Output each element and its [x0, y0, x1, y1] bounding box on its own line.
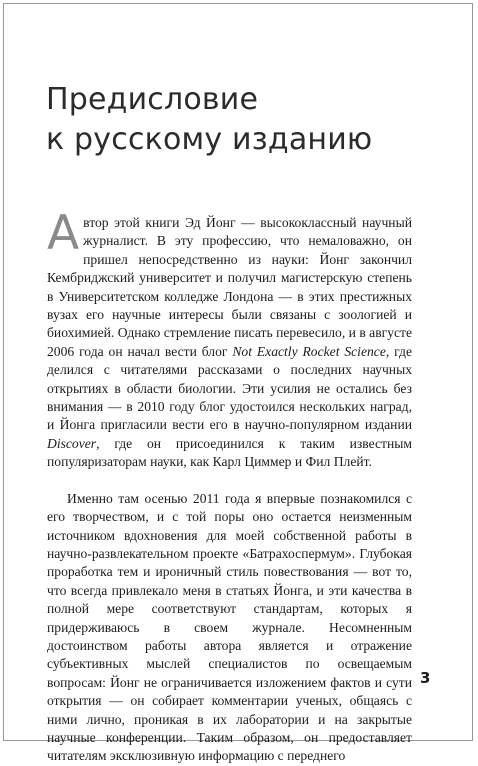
paragraph-1-text-2: , где делился с читателями рассказами о последних научных открытиях в области биологии. Эти усилия не остались без внимания — в 2010 году блог удостоился нескольких наград, и Йонга пригласили вести его в научно-популярном издании: [47, 343, 412, 433]
paragraph-2: Именно там осенью 2011 года я впервые познакомился с его творчеством, и с той поры оно остается неизменным источником вдохновения для моей собственной работы в научно-развлекательном проекте «Батрахоспермум». Глубокая проработка тем и ироничный стиль повествования — вот то, что всегда привлекало меня в статьях Йонга, и эти качества в полной мере соответствуют стандартам, которых я придерживаюсь в своем журнале. Несомненным достоинством работы автора является и отражение субъективных мыслей специалистов по освещаемым вопросам: Йонг не ограничивается изложением фактов и сути открытия — он собирает комментарии ученых, общаясь с ними лично, проникая в их лаборатории и на закрытые научные конференции. Таким образом, он предоставляет читателям эксклюзивную информацию с переднего: [47, 490, 412, 764]
body-text: [47, 206, 412, 766]
blog-name: Not Exactly Rocket Science: [232, 343, 386, 359]
page-number: 3: [420, 669, 431, 687]
page-title-line-1: Предисловие: [46, 82, 259, 117]
paragraph-1: [47, 206, 412, 472]
page-title: [46, 80, 446, 160]
page-title-line-2: к русскому изданию: [46, 122, 373, 157]
paragraph-1-text: втор этой книги Эд Йонг — высококлассный научный журналист. В эту профессию, что немаловажно, он пришел непосредственно из науки: Йонг закончил Кембриджский университет и получил магистерскую степень в Университетском колледже Лондона — в этих престижных вузах его научные интересы были связаны с зоологией и биохимией. Однако стремление писать перевесило, и в августе 2006 года он начал вести блог: [47, 215, 412, 359]
drop-cap: А: [47, 206, 80, 261]
magazine-name: Discover: [47, 435, 97, 451]
paragraph-1-text-3: , где он присоединился к таким известным популяризаторам науки, как Карл Циммер и Фил Плейт.: [47, 435, 412, 470]
